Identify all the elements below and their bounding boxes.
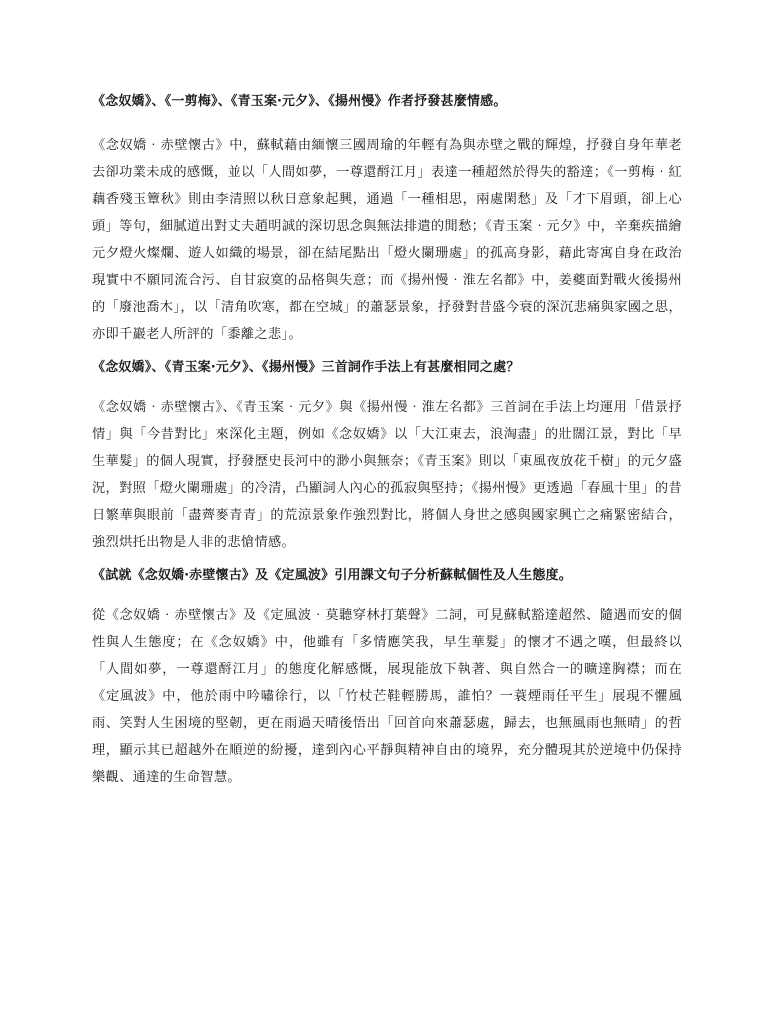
- question-heading: 《念奴嬌》、《一剪梅》、《青玉案‧元夕》、《揚州慢》作者抒發甚麼情感。: [92, 94, 507, 109]
- qa-section-2: [92, 358, 682, 556]
- document-page: [92, 92, 682, 801]
- question-heading: 《念奴嬌》、《青玉案‧元夕》、《揚州慢》三首詞作手法上有甚麼相同之處？: [92, 360, 520, 375]
- qa-section-1: [92, 92, 682, 348]
- answer-paragraph: 《念奴嬌‧赤壁懷古》、《青玉案‧元夕》與《揚州慢‧淮左名都》三首詞在手法上均運用「借景抒情」與「今昔對比」來深化主題，例如《念奴嬌》以「大江東去，浪淘盡」的壯闊江景，對比「早生華髮」的個人現實，抒發歷史長河中的渺小與無奈；《青玉案》則以「東風夜放花千樹」的元夕盛況，對照「燈火闌珊處」的冷清，凸顯詞人內心的孤寂與堅持；《揚州慢》更透過「春風十里」的昔日繁華與眼前「盡薺麥青青」的荒涼景象作強烈對比，將個人身世之感與國家興亡之痛緊密結合，強烈烘托出物是人非的悲愴情感。: [92, 400, 682, 550]
- answer-paragraph: 從《念奴嬌‧赤壁懷古》及《定風波‧莫聽穿林打葉聲》二詞，可見蘇軾豁達超然、隨遇而安的個性與人生態度；在《念奴嬌》中，他雖有「多情應笑我，早生華髮」的懷才不遇之嘆，但最終以「人間如夢，一尊還酹江月」的態度化解感慨，展現能放下執著、與自然合一的曠達胸襟；而在《定風波》中，他於雨中吟嘯徐行，以「竹杖芒鞋輕勝馬，誰怕？一蓑煙雨任平生」展現不懼風雨、笑對人生困境的堅韌，更在雨過天晴後悟出「回首向來蕭瑟處，歸去，也無風雨也無晴」的哲理，顯示其已超越外在順逆的紛擾，達到內心平靜與精神自由的境界，充分體現其於逆境中仍保持樂觀、通達的生命智慧。: [92, 608, 682, 785]
- question-heading: 《試就《念奴嬌‧赤壁懷古》及《定風波》引用課文句子分析蘇軾個性及人生態度。: [92, 568, 572, 583]
- qa-section-3: [92, 566, 682, 791]
- answer-paragraph: 《念奴嬌‧赤壁懷古》中，蘇軾藉由緬懷三國周瑜的年輕有為與赤壁之戰的輝煌，抒發自身年華老去卻功業未成的感慨，並以「人間如夢，一尊還酹江月」表達一種超然於得失的豁達；《一剪梅‧紅藕香殘玉簟秋》則由李清照以秋日意象起興，通過「一種相思，兩處閑愁」及「才下眉頭，卻上心頭」等句，細膩道出對丈夫趙明誠的深切思念與無法排遣的閒愁；《青玉案‧元夕》中，辛棄疾描繪元夕燈火燦爛、遊人如織的場景，卻在結尾點出「燈火闌珊處」的孤高身影，藉此寄寓自身在政治現實中不願同流合污、自甘寂寞的品格與失意；而《揚州慢‧淮左名都》中，姜夔面對戰火後揚州的「廢池喬木」，以「清角吹寒，都在空城」的蕭瑟景象，抒發對昔盛今衰的深沉悲痛與家國之思，亦即千巖老人所評的「黍離之悲」。: [92, 138, 682, 342]
